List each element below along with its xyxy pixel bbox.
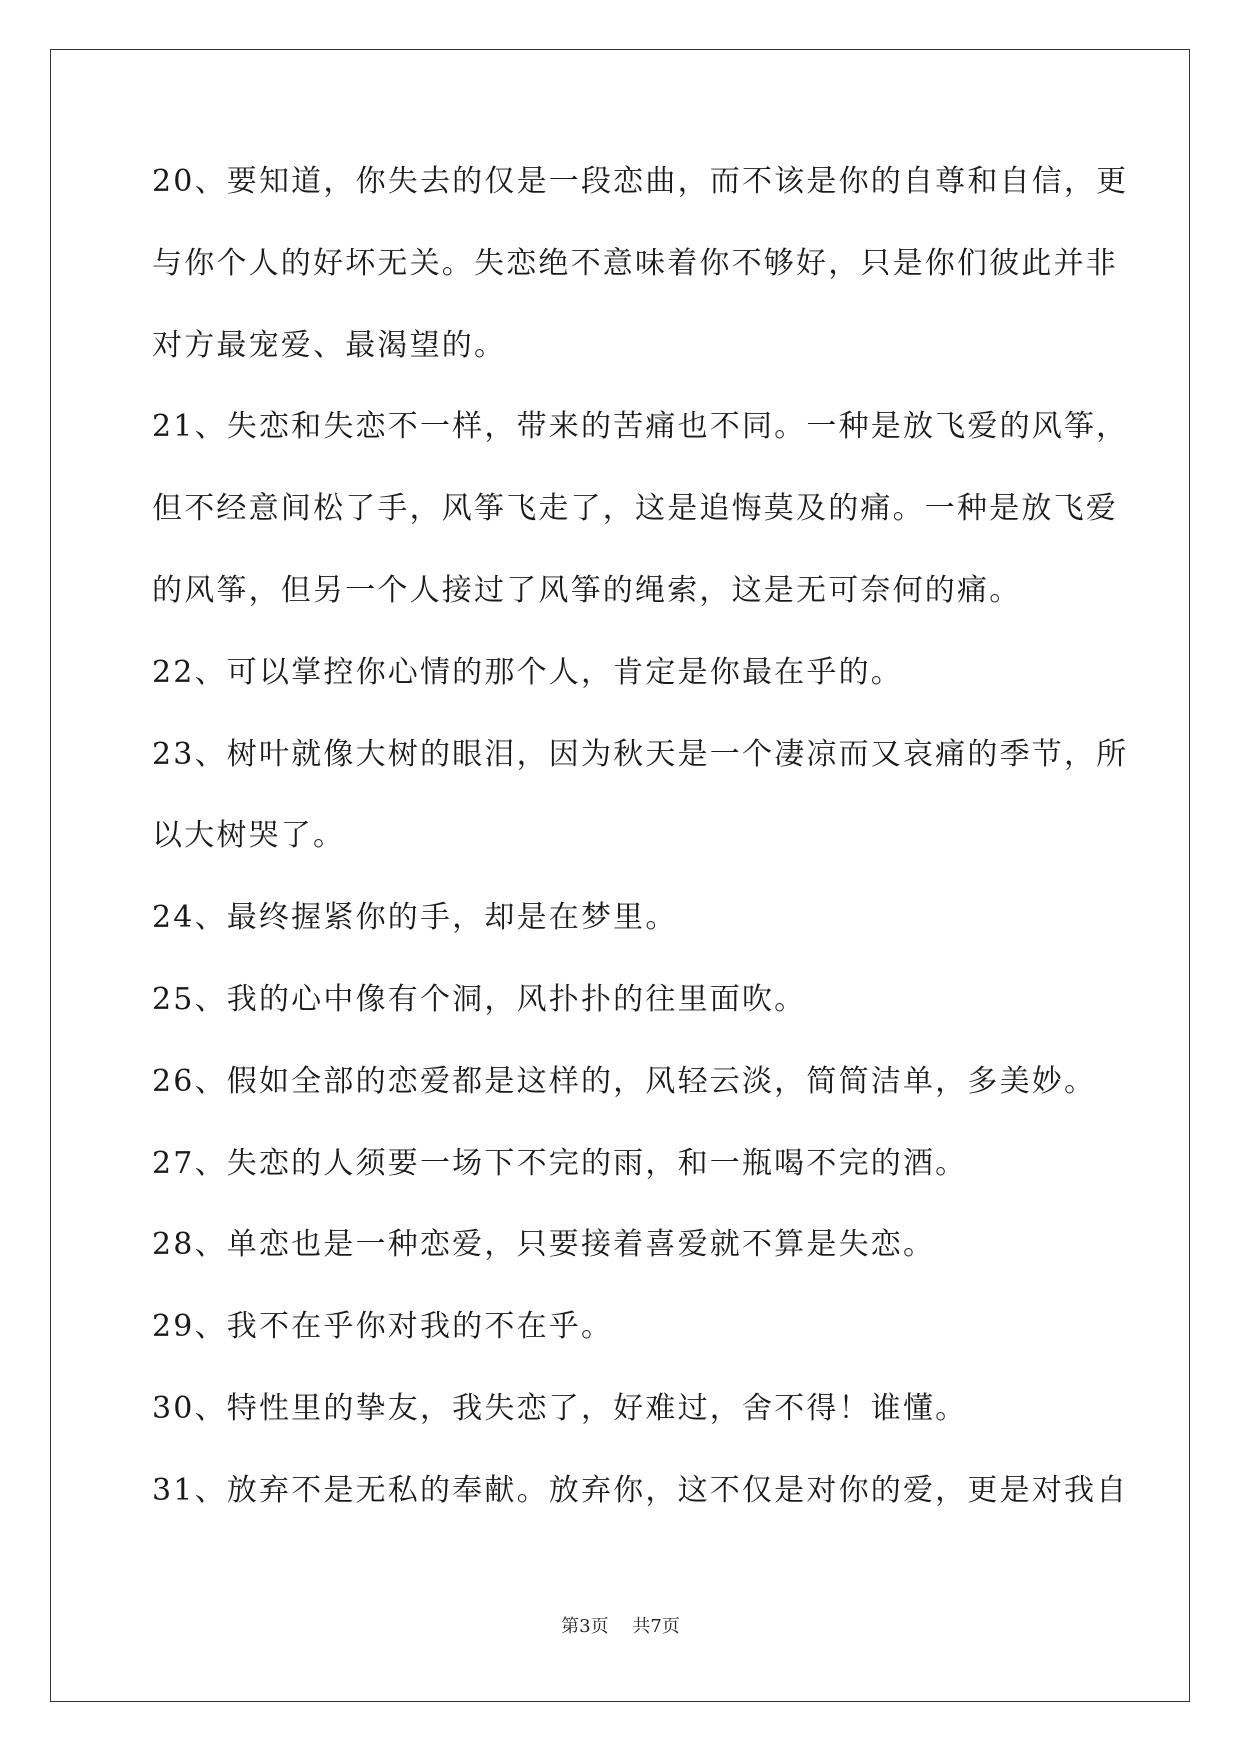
text-line: 22、可以掌控你心情的那个人，肯定是你最在乎的。 (152, 654, 903, 690)
page-number-current: 第3页 (561, 1616, 609, 1637)
text-line: 31、放弃不是无私的奉献。放弃你，这不仅是对你的爱，更是对我自 (152, 1472, 1129, 1508)
text-line: 以大树哭了。 (152, 818, 346, 854)
text-line: 20、要知道，你失去的仅是一段恋曲，而不该是你的自尊和自信，更 (152, 164, 1129, 199)
text-line: 28、单恋也是一种恋爱，只要接着喜爱就不算是失恋。 (152, 1227, 936, 1263)
text-line: 27、失恋的人须要一场下不完的雨，和一瓶喝不完的酒。 (152, 1145, 968, 1181)
document-body (152, 164, 1129, 1555)
text-line: 与你个人的好坏无关。失恋绝不意味着你不够好，只是你们彼此并非 (152, 245, 1118, 281)
text-line: 26、假如全部的恋爱都是这样的，风轻云淡，简简洁单，多美妙。 (152, 1063, 1097, 1099)
text-line: 24、最终握紧你的手，却是在梦里。 (152, 900, 678, 936)
text-line: 29、我不在乎你对我的不在乎。 (152, 1309, 614, 1345)
text-line: 21、失恋和失恋不一样，带来的苦痛也不同。一种是放飞爱的风筝， (152, 409, 1129, 445)
text-line: 25、我的心中像有个洞，风扑扑的往里面吹。 (152, 981, 807, 1017)
page-number-total: 共7页 (632, 1616, 680, 1637)
text-line: 但不经意间松了手，风筝飞走了，这是追悔莫及的痛。一种是放飞爱 (152, 491, 1118, 527)
text-line: 23、树叶就像大树的眼泪，因为秋天是一个凄凉而又哀痛的季节，所 (152, 736, 1129, 772)
text-line: 30、特性里的挚友，我失恋了，好难过，舍不得！谁懂。 (152, 1390, 968, 1426)
page-footer (0, 1612, 1241, 1638)
text-line: 的风筝，但另一个人接过了风筝的绳索，这是无可奈何的痛。 (152, 572, 1022, 608)
text-line: 对方最宠爱、最渴望的。 (152, 327, 507, 363)
